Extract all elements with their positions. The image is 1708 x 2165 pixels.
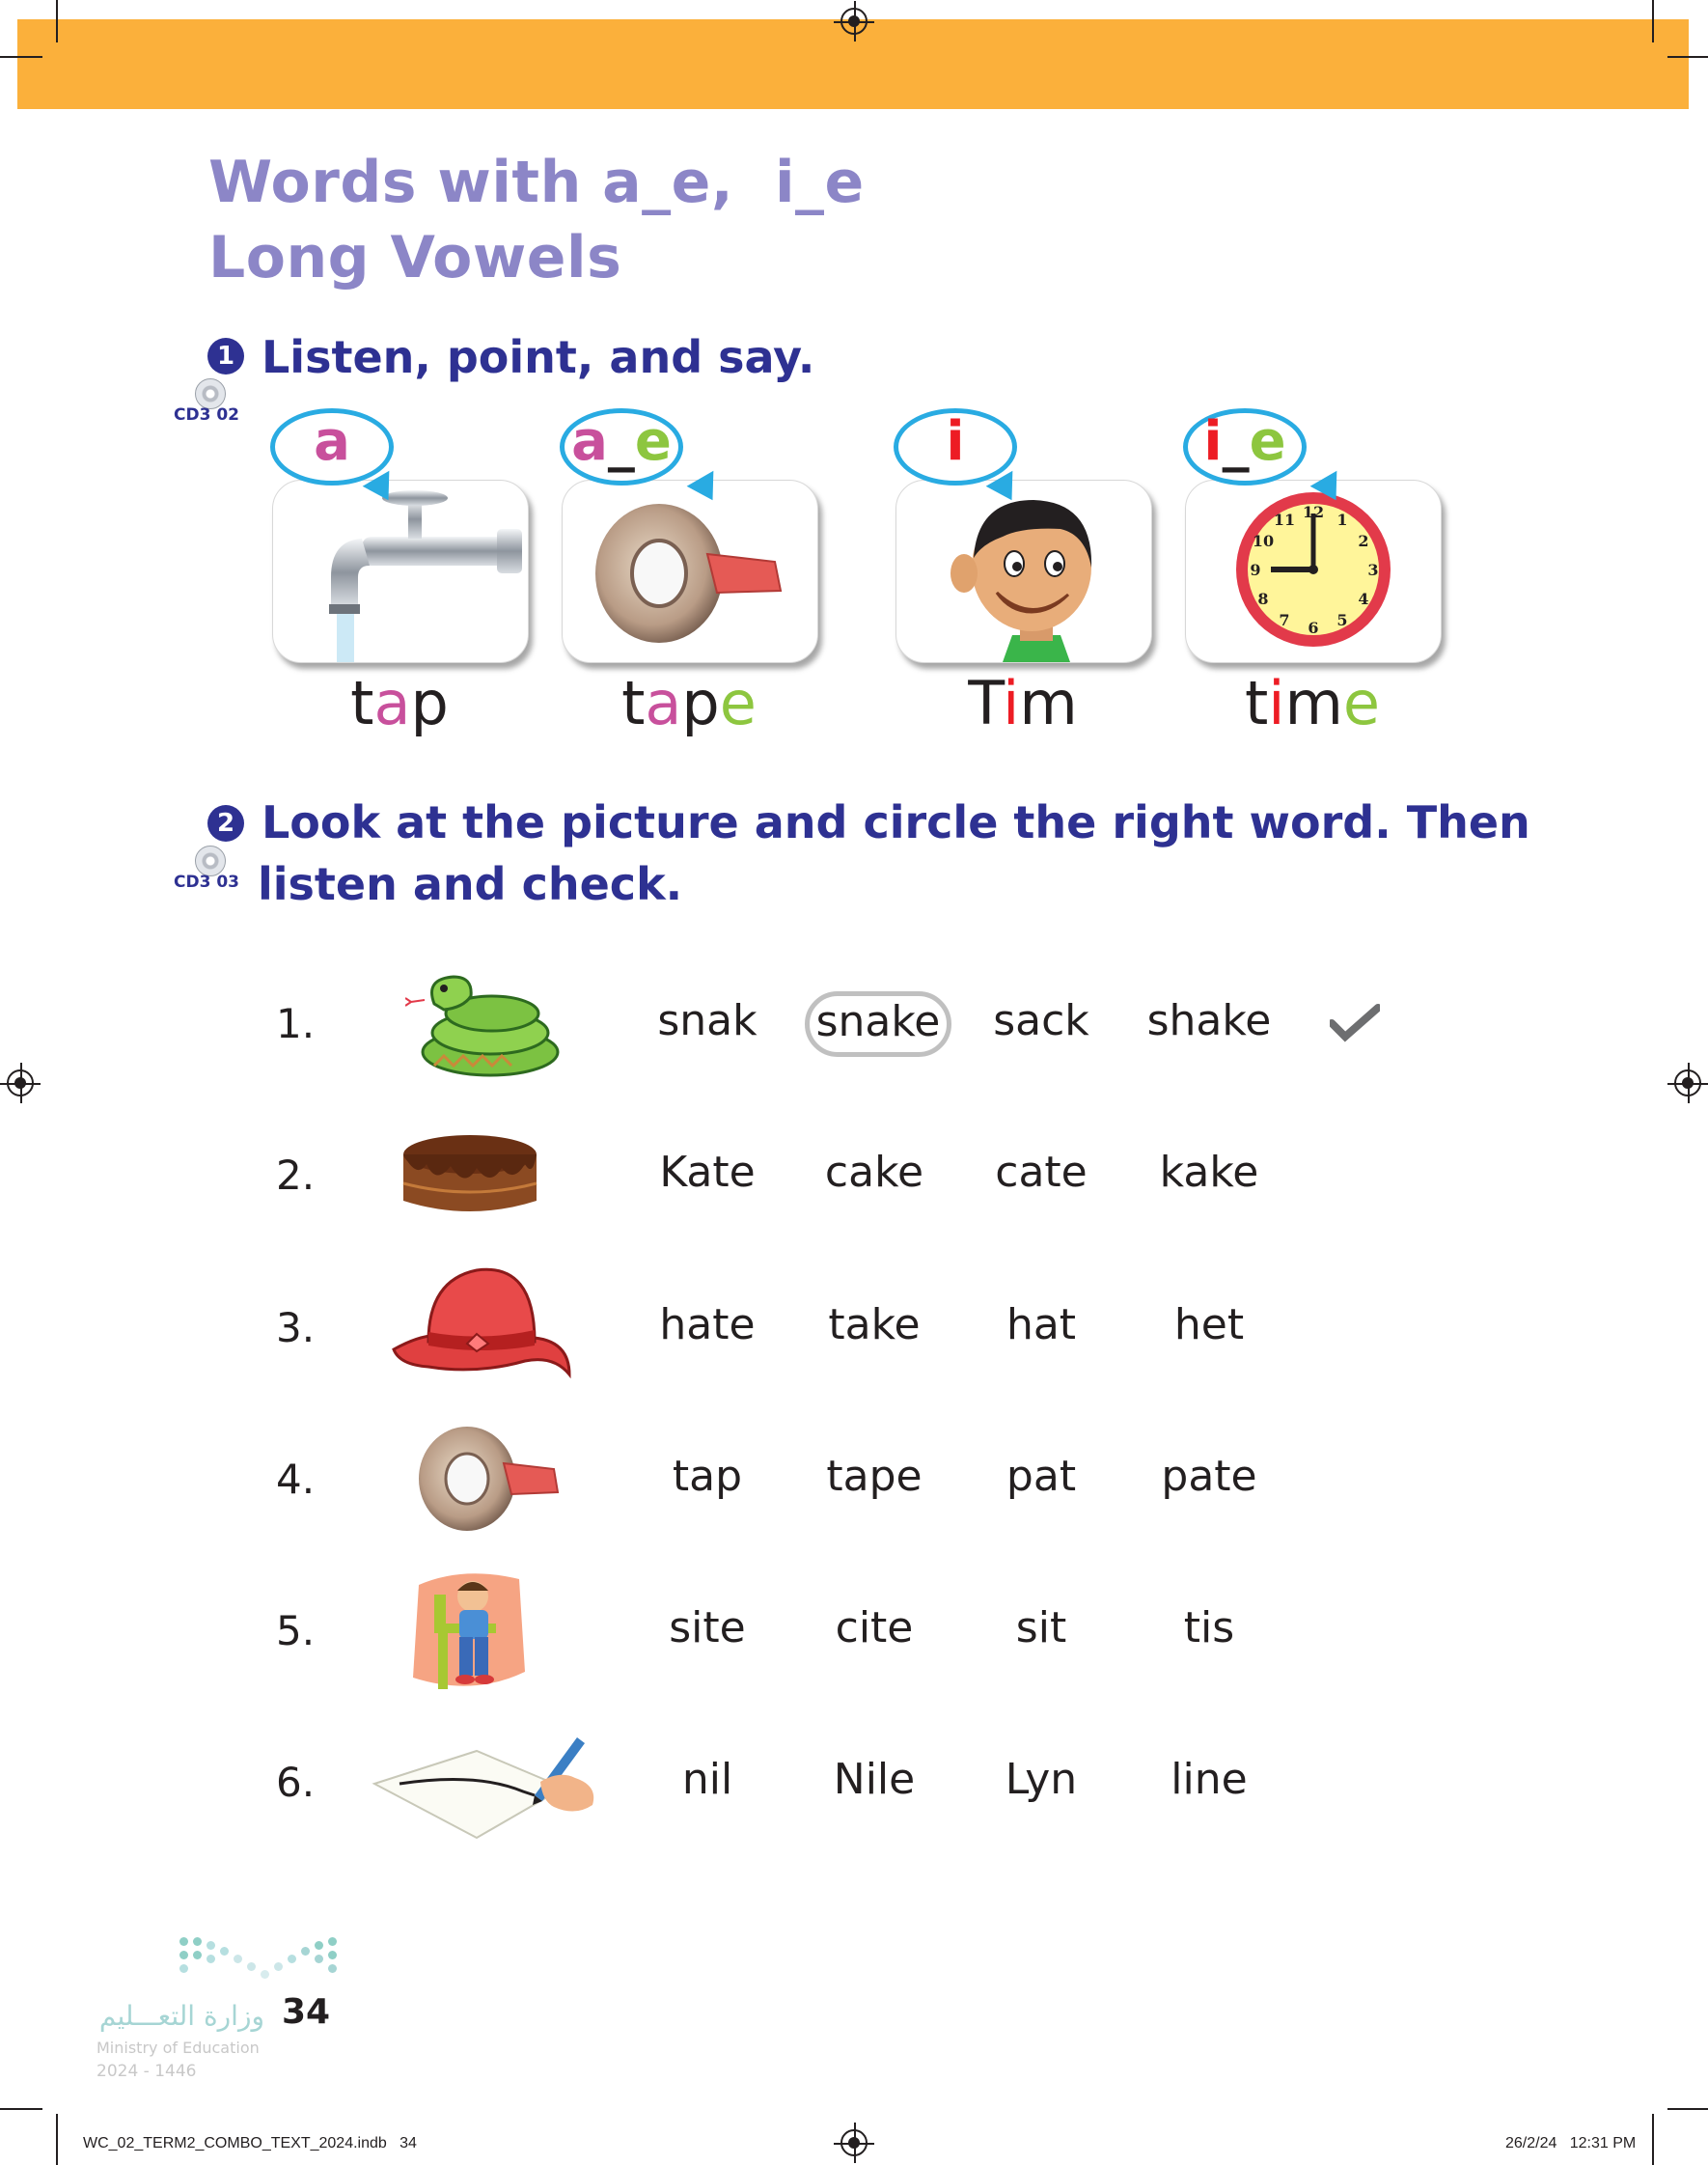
word-option[interactable]: shake [1146, 996, 1272, 1045]
word-part-vowel: i [1003, 668, 1020, 738]
hat-icon [390, 1261, 573, 1386]
tape-roll-icon [409, 1419, 564, 1535]
word-part-vowel: a [645, 668, 682, 738]
picture-card [895, 480, 1152, 663]
row-number: 6. [276, 1759, 316, 1806]
tape-roll-icon [563, 481, 817, 662]
word-part: m [1019, 668, 1078, 738]
cd-audio-icon[interactable] [174, 378, 241, 427]
bubble-vowel: i [1203, 410, 1223, 473]
letter-bubble [560, 408, 683, 486]
crop-mark [1667, 2108, 1708, 2110]
word-option[interactable]: cate [995, 1148, 1088, 1197]
svg-text:2: 2 [1358, 532, 1369, 550]
ministry-name-english: Ministry of Education [96, 2039, 260, 2057]
word-option-circled[interactable]: snake [805, 991, 951, 1057]
word-part: T [968, 668, 1004, 738]
print-file-slug: WC_02_TERM2_COMBO_TEXT_2024.indb 34 [83, 2135, 417, 2151]
word-option[interactable]: sit [1015, 1603, 1067, 1652]
letter-bubble [894, 408, 1017, 486]
word-part: m [1284, 668, 1343, 738]
check-mark-icon [1330, 1004, 1380, 1042]
ministry-year: 2024 - 1446 [96, 2062, 197, 2081]
svg-text:9: 9 [1250, 561, 1261, 579]
bubble-underscore: _ [1222, 410, 1250, 473]
pencil-line-icon [371, 1728, 598, 1844]
exercise-2-badge: 2 [207, 805, 244, 842]
word-option[interactable]: tape [826, 1452, 923, 1501]
exercise-1-badge: 1 [207, 338, 244, 375]
row-number: 1. [276, 1000, 316, 1047]
word-option[interactable]: Lyn [1005, 1755, 1078, 1804]
bubble-magic-e: e [634, 410, 672, 473]
word-part: p [681, 668, 720, 738]
word-part: t [621, 668, 646, 738]
exercise-1-instruction: Listen, point, and say. [262, 331, 815, 383]
bubble-vowel: a [314, 410, 350, 473]
cd-track-label: CD3 03 [174, 873, 239, 892]
picture-card [562, 480, 818, 663]
title-line-1: Words with a_e, i_e [208, 149, 865, 216]
word-part: t [1244, 668, 1269, 738]
picture-card [272, 480, 529, 663]
word-option[interactable]: het [1173, 1300, 1245, 1349]
word-option[interactable]: hate [659, 1300, 756, 1349]
svg-text:8: 8 [1257, 590, 1269, 608]
word-part: p [410, 668, 449, 738]
word-option[interactable]: cake [824, 1148, 924, 1197]
word-option[interactable]: pat [1006, 1452, 1077, 1501]
svg-text:10: 10 [1252, 532, 1275, 550]
word-option[interactable]: Kate [659, 1148, 756, 1197]
word-option[interactable]: hat [1006, 1300, 1077, 1349]
registration-mark-icon [840, 2129, 868, 2156]
row-number: 4. [276, 1456, 316, 1503]
card-word [895, 668, 1150, 738]
cd-audio-icon[interactable] [174, 846, 241, 894]
crop-mark [0, 2108, 42, 2110]
word-option[interactable]: site [669, 1603, 746, 1652]
bubble-underscore: _ [607, 410, 635, 473]
word-part-magic-e: e [1342, 668, 1381, 738]
word-option[interactable]: tap [672, 1452, 743, 1501]
word-option[interactable]: kake [1159, 1148, 1259, 1197]
faucet-icon [273, 481, 528, 662]
svg-text:3: 3 [1367, 561, 1379, 579]
cake-icon [398, 1125, 542, 1222]
word-option[interactable]: sack [993, 996, 1089, 1045]
letter-bubble [270, 408, 394, 486]
word-option[interactable]: line [1171, 1755, 1248, 1804]
word-option[interactable]: cite [835, 1603, 914, 1652]
exercise-2-instruction-line-1: Look at the picture and circle the right word. Then [262, 796, 1530, 848]
cd-track-label: CD3 02 [174, 405, 239, 425]
registration-mark-icon [1674, 1069, 1701, 1096]
letter-bubble [1183, 408, 1307, 486]
crop-mark [0, 56, 42, 58]
word-part: t [350, 668, 374, 738]
row-number: 5. [276, 1607, 316, 1654]
card-word [1185, 668, 1440, 738]
registration-mark-icon [7, 1069, 34, 1096]
word-option[interactable]: snak [657, 996, 758, 1045]
svg-text:5: 5 [1336, 611, 1348, 629]
word-option[interactable]: take [828, 1300, 921, 1349]
word-option[interactable]: pate [1161, 1452, 1257, 1501]
svg-text:11: 11 [1273, 511, 1296, 529]
word-option[interactable]: nil [681, 1755, 733, 1804]
crop-mark [56, 0, 58, 42]
svg-text:7: 7 [1279, 611, 1290, 629]
card-word [562, 668, 816, 738]
clock-icon [1186, 481, 1441, 662]
word-option[interactable]: Nile [833, 1755, 916, 1804]
ministry-name-arabic: وزارة التعـــليم [98, 2000, 264, 2032]
bubble-vowel: i [946, 410, 965, 473]
ministry-logo-icon [174, 1933, 347, 1987]
svg-text:1: 1 [1336, 511, 1348, 529]
registration-mark-icon [840, 8, 868, 35]
crop-mark [56, 2114, 58, 2165]
crop-mark [1667, 56, 1708, 58]
bubble-vowel: a [571, 410, 608, 473]
title-line-2: Long Vowels [208, 224, 622, 291]
row-number: 2. [276, 1152, 316, 1199]
word-part-magic-e: e [719, 668, 757, 738]
boy-sitting-icon [405, 1566, 529, 1697]
svg-text:12: 12 [1302, 503, 1325, 521]
crop-mark [1652, 0, 1654, 42]
word-option[interactable]: tis [1183, 1603, 1235, 1652]
word-part-vowel: i [1268, 668, 1285, 738]
bubble-magic-e: e [1249, 410, 1286, 473]
page-title [208, 145, 865, 295]
exercise-2-instruction-line-2: listen and check. [258, 858, 683, 910]
row-number: 3. [276, 1304, 316, 1351]
svg-text:4: 4 [1358, 590, 1369, 608]
svg-text:6: 6 [1308, 619, 1319, 637]
snake-icon [405, 965, 569, 1086]
card-word [272, 668, 527, 738]
picture-card [1185, 480, 1442, 663]
page-number: 34 [282, 1992, 331, 2032]
boy-face-icon [896, 481, 1151, 662]
print-timestamp: 26/2/24 12:31 PM [1505, 2135, 1637, 2151]
crop-mark [1652, 2114, 1654, 2165]
word-part-vowel: a [373, 668, 411, 738]
